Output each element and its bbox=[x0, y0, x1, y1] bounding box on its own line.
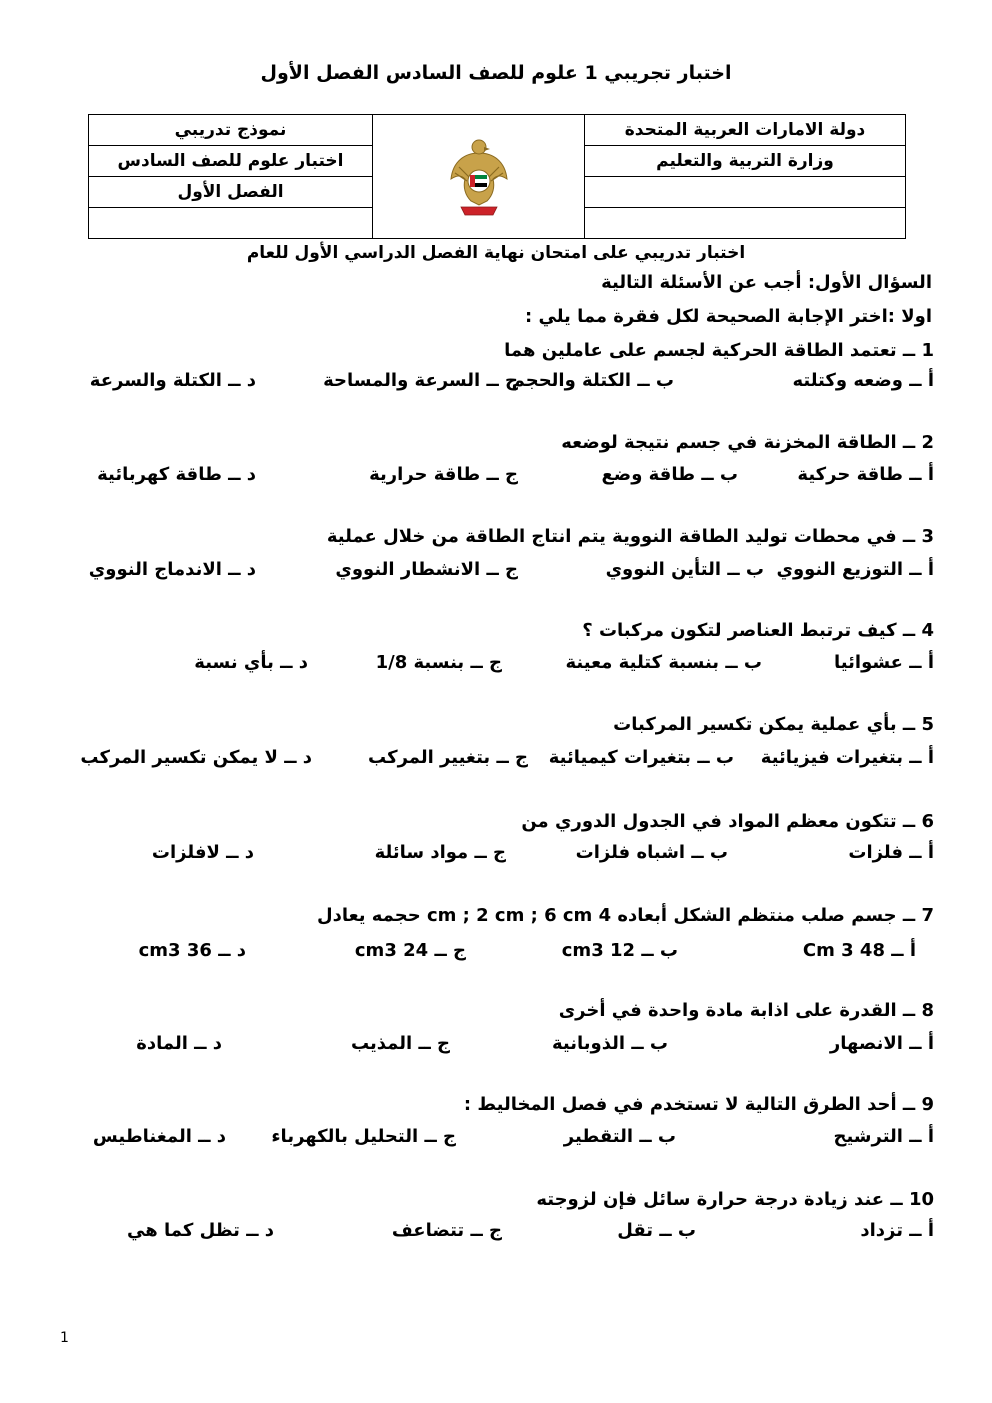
q9-option-a: أ ــ الترشيح bbox=[833, 1126, 934, 1147]
q7-option-a: أ ــ 48 Cm 3 bbox=[802, 940, 916, 961]
header-left-1: نموذج تدريبي bbox=[89, 115, 373, 146]
q5-option-d: د ــ لا يمكن تكسير المركب bbox=[80, 747, 312, 768]
header-left-3: الفصل الأول bbox=[89, 177, 373, 208]
page-number: 1 bbox=[60, 1330, 69, 1346]
q6-option-a: أ ــ فلزات bbox=[848, 842, 934, 863]
instruction: اولا :اختر الإجابة الصحيحة لكل فقرة مما يلي : bbox=[525, 306, 932, 327]
q3-option-b: ب ــ التأين النووي bbox=[605, 559, 764, 580]
q8-option-d: د ــ المادة bbox=[136, 1033, 222, 1054]
q1-option-b: ب ــ الكتلة والحجم bbox=[511, 370, 674, 391]
emblem-cell bbox=[373, 115, 585, 239]
q10-option-b: ب ــ تقل bbox=[617, 1220, 696, 1241]
q5-option-a: أ ــ بتغيرات فيزيائية bbox=[760, 747, 934, 768]
q9-option-d: د ــ المغناطيس bbox=[92, 1126, 226, 1147]
question-7: 7 ــ جسم صلب منتظم الشكل أبعاده 4 cm ; 2 cm ; 6 cm حجمه يعادل bbox=[316, 905, 934, 926]
q6-option-b: ب ــ اشباه فلزات bbox=[575, 842, 728, 863]
question-5: 5 ــ بأي عملية يمكن تكسير المركبات bbox=[613, 714, 934, 735]
question-4: 4 ــ كيف ترتبط العناصر لتكون مركبات ؟ bbox=[582, 620, 934, 641]
q4-option-c: ج ــ بنسبة 1/8 bbox=[375, 652, 502, 673]
q4-option-b: ب ــ بنسبة كتلية معينة bbox=[565, 652, 762, 673]
q1-option-c: ج ــ السرعة والمساحة bbox=[323, 370, 518, 391]
header-right-4 bbox=[585, 208, 906, 239]
q6-option-d: د ــ لافلزات bbox=[151, 842, 254, 863]
q5-option-b: ب ــ بتغيرات كيميائية bbox=[548, 747, 734, 768]
q5-option-c: ج ــ بتغيير المركب bbox=[368, 747, 528, 768]
q9-option-b: ب ــ التقطير bbox=[563, 1126, 676, 1147]
q8-option-b: ب ــ الذوبانية bbox=[552, 1033, 668, 1054]
header-left-2: اختبار علوم للصف السادس bbox=[89, 146, 373, 177]
question-10: 10 ــ عند زيادة درجة حرارة سائل فإن لزوجته bbox=[536, 1189, 934, 1210]
header-table bbox=[88, 114, 906, 239]
q4-option-d: د ــ بأي نسبة bbox=[194, 652, 308, 673]
question-9: 9 ــ أحد الطرق التالية لا تستخدم في فصل المخاليط : bbox=[463, 1094, 934, 1115]
question-6: 6 ــ تتكون معظم المواد في الجدول الدوري من bbox=[521, 811, 934, 832]
question-3: 3 ــ في محطات توليد الطاقة النووية يتم انتاج الطاقة من خلال عملية bbox=[326, 526, 934, 547]
q1-option-a: أ ــ وضعه وكتلته bbox=[792, 370, 934, 391]
q7-option-c: ج ــ 24 cm3 bbox=[354, 940, 466, 961]
page-title: اختبار تجريبي 1 علوم للصف السادس الفصل الأول bbox=[260, 62, 732, 84]
q7-option-d: د ــ 36 cm3 bbox=[138, 940, 246, 961]
header-right-2: وزارة التربية والتعليم bbox=[585, 146, 906, 177]
q10-option-a: أ ــ تزداد bbox=[860, 1220, 934, 1241]
q1-option-d: د ــ الكتلة والسرعة bbox=[89, 370, 256, 391]
q2-option-b: ب ــ طاقة وضع bbox=[601, 464, 738, 485]
q3-option-a: أ ــ التوزيع النووي bbox=[776, 559, 934, 580]
q10-option-c: ج ــ تتضاعف bbox=[391, 1220, 502, 1241]
question-1: 1 ــ تعتمد الطاقة الحركية لجسم على عاملين هما bbox=[504, 340, 934, 361]
section-title: السؤال الأول: أجب عن الأسئلة التالية bbox=[601, 272, 932, 293]
q2-option-d: د ــ طاقة كهربائية bbox=[97, 464, 256, 485]
q2-option-a: أ ــ طاقة حركية bbox=[797, 464, 934, 485]
q6-option-c: ج ــ مواد سائلة bbox=[374, 842, 506, 863]
q8-option-c: ج ــ المذيب bbox=[350, 1033, 450, 1054]
q10-option-d: د ــ تظل كما هي bbox=[127, 1220, 274, 1241]
exam-subtitle: اختبار تدريبي على امتحان نهاية الفصل الدراسي الأول للعام bbox=[246, 243, 746, 263]
q3-option-d: د ــ الاندماج النووي bbox=[88, 559, 256, 580]
uae-emblem-icon bbox=[447, 135, 511, 219]
q2-option-c: ج ــ طاقة حرارية bbox=[369, 464, 518, 485]
header-right-1: دولة الامارات العربية المتحدة bbox=[585, 115, 906, 146]
header-right-3 bbox=[585, 177, 906, 208]
q4-option-a: أ ــ عشوائيا bbox=[834, 652, 934, 673]
q9-option-c: ج ــ التحليل بالكهرباء bbox=[271, 1126, 456, 1147]
question-2: 2 ــ الطاقة المخزنة في جسم نتيجة لوضعه bbox=[561, 432, 934, 453]
header-left-4 bbox=[89, 208, 373, 239]
question-8: 8 ــ القدرة على اذابة مادة واحدة في أخرى bbox=[558, 1000, 934, 1021]
q7-option-b: ب ــ 12 cm3 bbox=[561, 940, 678, 961]
q3-option-c: ج ــ الانشطار النووي bbox=[335, 559, 518, 580]
q8-option-a: أ ــ الانصهار bbox=[829, 1033, 934, 1054]
